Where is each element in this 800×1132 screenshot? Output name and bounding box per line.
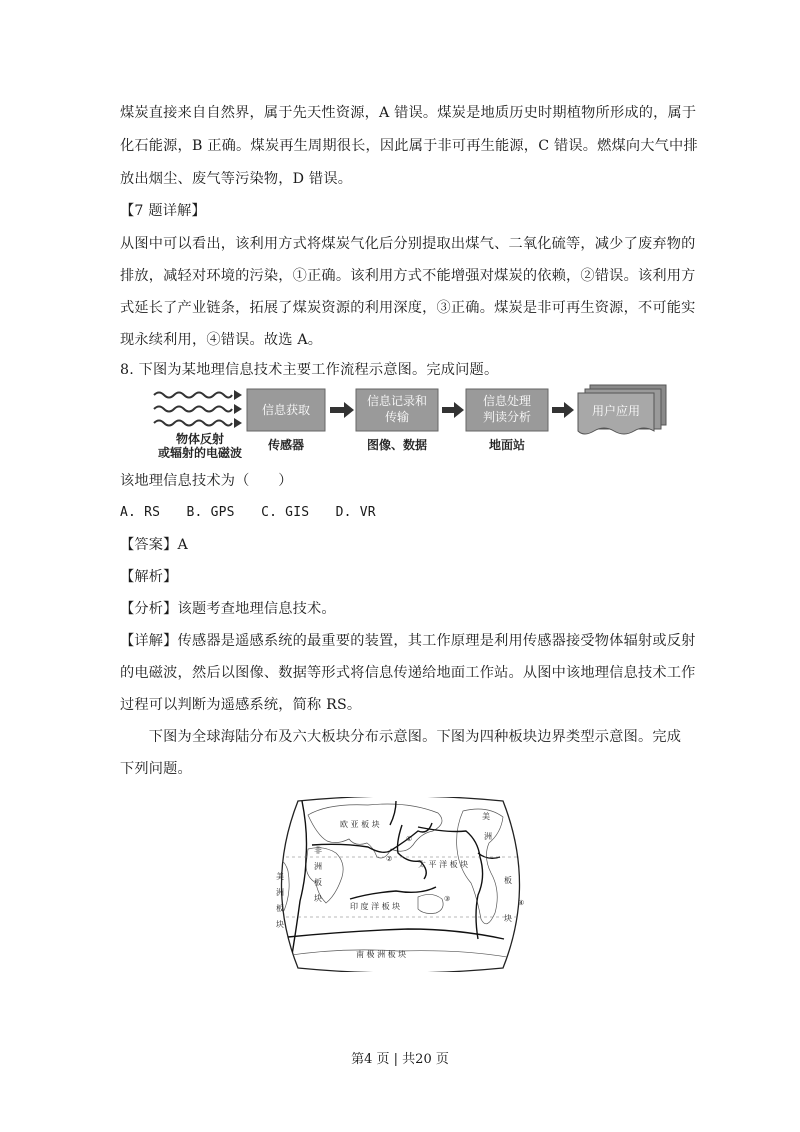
paragraph-line-8: 现永续利用，④错误。故选 A。	[120, 332, 323, 348]
label-west-america-3: 板	[276, 904, 284, 913]
paragraph-line-7: 式延长了产业链条，拓展了煤炭资源的利用深度，③正确。煤炭是非可再生资源，不可能实	[120, 300, 696, 316]
label-america-3: 板	[504, 876, 512, 885]
analysis-heading: 【解析】	[120, 569, 178, 585]
analysis-line: 【分析】该题考查地理信息技术。	[120, 601, 336, 617]
flow-box1-label: 信息获取	[261, 403, 311, 417]
label-africa-2: 洲	[314, 862, 322, 871]
world-plates-map	[268, 797, 533, 972]
label-west-america-4: 块	[276, 920, 284, 929]
caption-sensor: 传感器	[267, 438, 305, 452]
marker-2: ②	[386, 855, 393, 863]
marker-4: ④	[518, 899, 525, 907]
arrow-right-icon	[330, 402, 354, 418]
label-america-2: 洲	[484, 832, 492, 841]
label-indian: 印 度 洋 板 块	[350, 902, 401, 911]
detail-line-2: 的电磁波，然后以图像、数据等形式将信息传递给地面工作站。从图中该地理信息技术工作	[120, 665, 696, 681]
label-africa-4: 块	[314, 894, 322, 903]
paragraph-line-5: 从图中可以看出，该利用方式将煤炭气化后分别提取出煤气、二氧化硫等，减少了废弃物的	[120, 236, 696, 252]
answer-line: 【答案】A	[120, 537, 188, 553]
flow-box2-label-1: 信息记录和	[366, 394, 428, 408]
label-africa-3: 板	[314, 878, 322, 887]
label-africa-1: 非	[314, 846, 322, 855]
paragraph-line-1: 煤炭直接来自自然界，属于先天性资源，A 错误。煤炭是地质历史时期植物所形成的，属于	[120, 105, 697, 121]
marker-3: ③	[444, 895, 451, 903]
label-eurasia: 欧 亚 板 块	[340, 820, 380, 829]
flow-box3-label-2: 判读分析	[482, 410, 532, 424]
arrow-right-icon	[552, 402, 574, 418]
waves-caption-2: 或辐射的电磁波	[157, 446, 243, 458]
page-footer: 第4 页 | 共20 页	[351, 1052, 449, 1067]
intro-line-1: 下图为全球海陆分布及六大板块分布示意图。下图为四种板块边界类型示意图。完成	[120, 729, 682, 745]
detail-line-3: 过程可以判断为遥感系统，简称 RS。	[120, 697, 362, 713]
intro-line-2: 下列问题。	[120, 761, 192, 777]
caption-ground-station: 地面站	[488, 438, 526, 452]
waves-caption-1: 物体反射	[175, 432, 225, 446]
paragraph-line-3: 放出烟尘、废气等污染物，D 错误。	[120, 171, 353, 187]
paragraph-line-6: 排放，减轻对环境的污染，①正确。该利用方式不能增强对煤炭的依赖，②错误。该利用方	[120, 268, 696, 284]
label-west-america-1: 美	[276, 872, 284, 881]
question-8-stem: 8. 下图为某地理信息技术主要工作流程示意图。完成问题。	[120, 362, 499, 378]
flow-box4-label: 用户应用	[591, 404, 641, 418]
label-america-1: 美	[482, 812, 490, 821]
label-antarctic: 南 极 洲 板 块	[356, 950, 407, 959]
marker-1: ①	[406, 835, 413, 843]
arrow-right-icon	[442, 402, 464, 418]
flow-box3-label-1: 信息处理	[482, 394, 532, 408]
label-pacific: 太 平 洋 板 块	[418, 860, 469, 869]
remote-sensing-flow-diagram	[150, 383, 670, 458]
section-heading-q7: 【7 题详解】	[120, 203, 206, 219]
paragraph-line-2: 化石能源，B 正确。煤炭再生周期很长，因此属于非可再生能源，C 错误。燃煤向大气中排	[120, 138, 698, 154]
label-america-4: 块	[504, 914, 512, 923]
flow-box2-label-2: 传输	[384, 410, 410, 424]
answer-options: A. RS B. GPS C. GIS D. VR	[120, 505, 376, 520]
question-stem: 该地理信息技术为（ ）	[120, 473, 293, 489]
wave-arrows-icon	[154, 393, 232, 426]
caption-image-data: 图像、数据	[366, 438, 428, 452]
label-west-america-2: 洲	[276, 888, 284, 897]
detail-line-1: 【详解】传感器是遥感系统的最重要的装置，其工作原理是利用传感器接受物体辐射或反射	[120, 633, 696, 649]
